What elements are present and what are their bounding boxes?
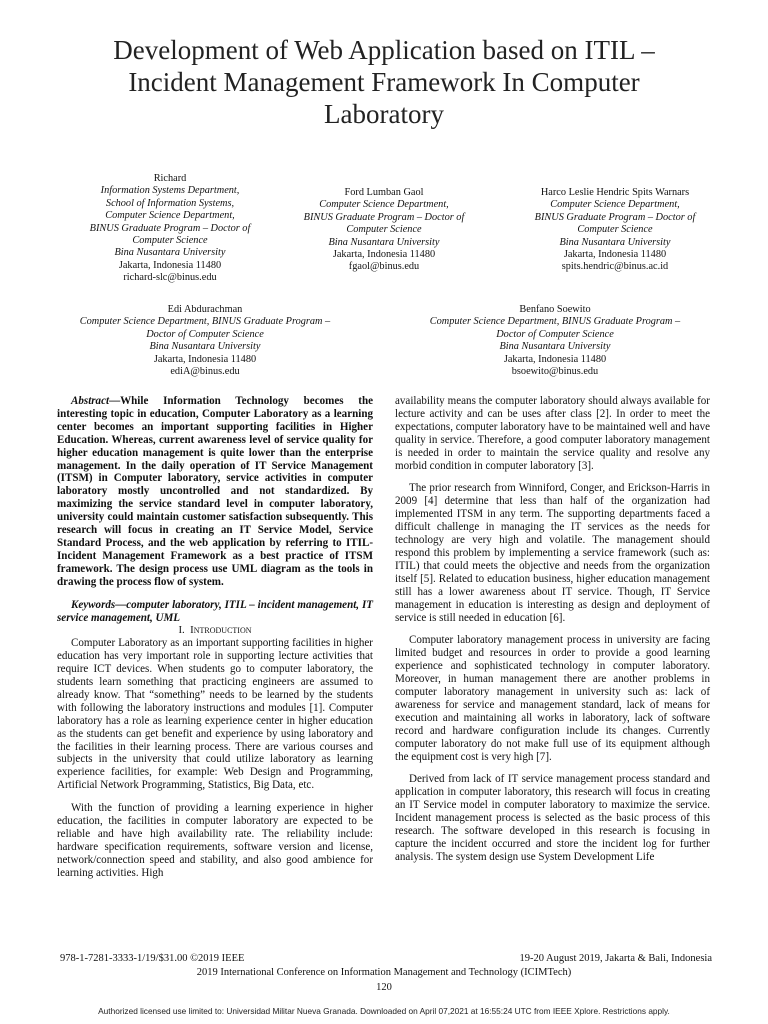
section-title: Introduction — [190, 624, 252, 637]
author-name: Benfano Soewito — [519, 304, 591, 315]
license-notice: Authorized licensed use limited to: Universidad Militar Nueva Granada. Downloaded on April 07,2021 at 16:55:24 UTC from IEEE Xplore. Restrictions apply. — [98, 1006, 670, 1016]
title-line: Incident Management Framework In Computer — [128, 67, 640, 97]
author-block — [274, 187, 494, 274]
paragraph: Derived from lack of IT service management process standard and application in computer laboratory, this research will focus in creating an IT Service model in computer laboratory to maximize the service. Incident management process is selected as the basic process of this research. The software developed in this research is focusing in capture the incident occurred and store the incident log for further analysis. The system design use System Development Life — [395, 773, 710, 863]
author-affiliation: BINUS Graduate Program – Doctor of — [303, 211, 465, 223]
title-line: Development of Web Application based on ITIL – — [113, 35, 655, 65]
author-name: Richard — [153, 173, 187, 184]
footer-isbn: 978-1-7281-3333-1/19/$31.00 ©2019 IEEE — [60, 953, 245, 964]
author-email[interactable]: bsoewito@binus.edu — [511, 366, 599, 378]
author-affiliation: Bina Nusantara University — [114, 247, 226, 259]
author-name: Ford Lumban Gaol — [344, 187, 424, 198]
abstract-text: —While Information Technology becomes the interesting topic in education, Computer Laboratory as a learning center becomes an important supporting facilities in Higher Education. Whereas, current awareness level of service quality for higher education management is quite lower than the enterprise management. In the daily operation of IT Service Management (ITSM) in Computer laboratory, service activities in computer laboratory mostly uncontrolled and not standardized. By maximizing the service standard level in computer laboratory, university could maintain customer satisfaction subsequently. This research will focus in creating an IT Service Model, Service Standard Process, and the web application by referring to ITIL-Incident Management Framework as a best practice of ITSM framework. The design process use UML diagram as the tools in drawing the process flow of system. — [57, 395, 373, 588]
paper-title — [40, 34, 728, 130]
author-affiliation: Doctor of Computer Science — [146, 328, 264, 340]
author-city: Jakarta, Indonesia 11480 — [118, 259, 222, 271]
author-email[interactable]: spits.hendric@binus.ac.id — [561, 261, 669, 273]
footer-conference: 2019 International Conference on Information Management and Technology (ICIMTech) — [196, 967, 572, 978]
author-affiliation: Bina Nusantara University — [499, 341, 611, 353]
author-affiliation: Information Systems Department, — [100, 185, 240, 197]
author-city: Jakarta, Indonesia 11480 — [563, 249, 667, 261]
paragraph: The prior research from Winniford, Conger, and Erickson-Harris in 2009 [4] determine that less than half of the organization had implemented ITSM in any term. The supporting departments faced a difficult challenge in managing the IT services as the needs for technology are very high and volatile. The management should respond this problem by implementing a service framework (such as: ITIL) that could meets the objective and needs from the organization itself [5]. Related to education business, higher education management still has a lower awareness about IT service. Though, IT Service management in education is interesting as design and deployment of service is still needed in education [6]. — [395, 482, 710, 624]
keywords: Keywords—computer laboratory, ITIL – incident management, IT service management, UML — [57, 598, 373, 624]
left-column — [57, 395, 373, 880]
author-email[interactable]: richard-slc@binus.edu — [123, 272, 217, 284]
page-number: 120 — [376, 982, 392, 993]
section-number: I. — [178, 624, 185, 637]
author-affiliation: Computer Science Department, BINUS Graduate Program – — [429, 316, 681, 328]
footer-dates: 19-20 August 2019, Jakarta & Bali, Indonesia — [519, 953, 712, 964]
author-affiliation: Computer Science — [577, 224, 653, 236]
paragraph: availability means the computer laboratory should always available for lecture activity and can be uses after class [2]. In order to meet the expectations, computer laboratory have to be maintained well and have quality in service. Therefore, a good computer laboratory management is needed in order to maintain the service quality and resolve any morbid condition in computer laboratory [3]. — [395, 395, 710, 472]
author-block — [400, 304, 710, 378]
author-affiliation: Bina Nusantara University — [559, 236, 671, 248]
author-affiliation: Computer Science — [346, 224, 422, 236]
author-affiliation: Bina Nusantara University — [328, 236, 440, 248]
author-affiliation: Bina Nusantara University — [149, 341, 261, 353]
author-city: Jakarta, Indonesia 11480 — [153, 353, 257, 365]
author-affiliation: BINUS Graduate Program – Doctor of — [89, 222, 251, 234]
paragraph: Computer laboratory management process in university are facing limited budget and resources in order to provide a good learning experience and sophisticated technology in computer laboratory. Moreover, in human management there are another problems in computer laboratory management in university such as: lack of awareness for service and management standard, lack of means for execution and maintaining all works in laboratory, lack of software record and hardware configuration include its changes. Currently computer laboratory do not make full use of its equipment although the equipment cost is very high [7]. — [395, 634, 710, 763]
author-name: Harco Leslie Hendric Spits Warnars — [540, 187, 690, 198]
title-line: Laboratory — [324, 99, 444, 129]
author-city: Jakarta, Indonesia 11480 — [503, 353, 607, 365]
author-affiliation: Computer Science — [132, 235, 208, 247]
author-block — [60, 173, 280, 285]
abstract-label: Abstract — [71, 395, 110, 407]
author-name: Edi Abdurachman — [167, 304, 243, 315]
author-block — [50, 304, 360, 378]
author-affiliation: Computer Science Department, BINUS Graduate Program – — [79, 316, 331, 328]
author-block — [505, 187, 725, 274]
author-affiliation: Doctor of Computer Science — [496, 328, 614, 340]
paragraph: Computer Laboratory as an important supporting facilities in higher education has very important role in supporting lecture activities that require ICT devices. When students go to computer laboratory, the students learn something that practicing engineers are assumed to already know. That “something” needs to be learned by the students with following the laboratory instructions and modules [1]. Computer laboratory has a role as learning experience center in higher education as the students can get benefit and experience by using laboratory and the facilities in their learning process. There are various courses and subjects in the university that could utilize laboratory as learning experience facilities, for example: Web Design and Programming, Artificial Network Programming, Statistics, Big Data, etc. — [57, 637, 373, 792]
author-email[interactable]: fgaol@binus.edu — [348, 261, 420, 273]
author-affiliation: Computer Science Department, — [550, 199, 680, 211]
author-city: Jakarta, Indonesia 11480 — [332, 249, 436, 261]
abstract — [57, 395, 373, 589]
author-affiliation: Computer Science Department, — [105, 210, 235, 222]
author-email[interactable]: ediA@binus.edu — [170, 366, 240, 378]
section-heading — [57, 624, 373, 637]
author-affiliation: BINUS Graduate Program – Doctor of — [534, 211, 696, 223]
author-affiliation: Computer Science Department, — [319, 199, 449, 211]
right-column — [395, 395, 710, 864]
author-affiliation: School of Information Systems, — [105, 197, 235, 209]
paragraph: With the function of providing a learning experience in higher education, the facilities in computer laboratory are expected to be reliable and have high availability rate. The reliability include: hardware specification requirements, software version and license, network/connection speed and stability, and also good ambience for learning activities. High — [57, 802, 373, 879]
